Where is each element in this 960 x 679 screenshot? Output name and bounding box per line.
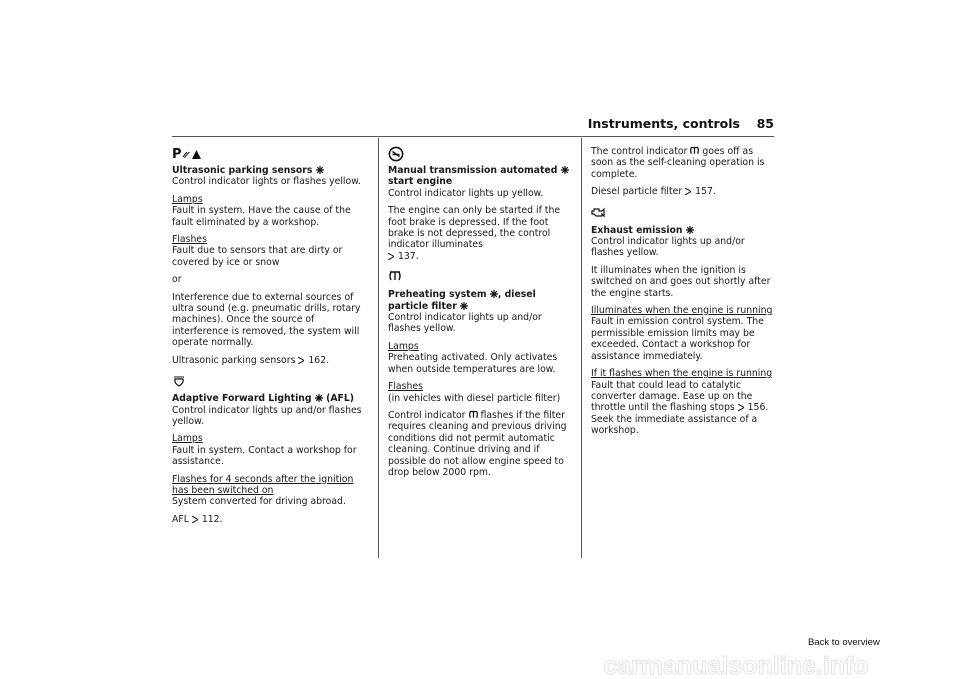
reference-arrow-icon <box>298 357 304 364</box>
column-3 <box>591 146 777 443</box>
subheading: Lamps <box>172 193 203 205</box>
body-text: It illuminates when the ignition is switched on and goes out shortly after the engine starts. <box>591 264 771 299</box>
section-title: Manual transmission automated start engine <box>388 165 574 188</box>
section-title: Ultrasonic parking sensors <box>172 165 370 176</box>
subheading: Lamps <box>172 433 203 445</box>
subheading: Flashes <box>388 381 423 393</box>
glow-plug-icon <box>468 410 479 420</box>
subheading: If it flashes when the engine is running <box>591 368 773 380</box>
body-text: The control indicator goes off as soon as the self-cleaning operation is complete. <box>591 146 765 180</box>
cross-reference[interactable]: 137. <box>397 250 419 262</box>
body-text: System converted for driving abroad. <box>172 496 346 508</box>
svg-text:P: P <box>172 147 182 161</box>
section-title: Adaptive Forward Lighting (AFL) <box>172 393 355 405</box>
subheading: Flashes for 4 seconds after the ignition has been switched on <box>172 473 354 496</box>
glow-plug-icon <box>689 146 700 156</box>
back-to-overview-link[interactable]: Back to overview <box>808 637 880 648</box>
snowflake-marker-icon <box>460 302 468 310</box>
column-divider <box>581 138 582 558</box>
cross-reference[interactable]: Diesel particle filter 157. <box>591 186 716 198</box>
section-description: Control indicator lights or flashes yellow. <box>172 176 361 188</box>
reference-arrow-icon <box>388 253 394 260</box>
cross-reference[interactable]: Ultrasonic parking sensors 162. <box>172 354 330 366</box>
body-text: or <box>172 274 182 286</box>
reference-arrow-icon <box>685 188 691 195</box>
body-text: Fault in system. Have the cause of the fault eliminated by a workshop. <box>172 205 351 228</box>
watermark <box>512 652 960 679</box>
body-text: Control indicator flashes if the filter requires cleaning and previous driving conditions did not permit automatic cleaning. Continue driving and if possible do not allow engine speed to drop below 2000 rpm. <box>388 409 567 478</box>
body-text: Interference due to external sources of ultra sound (e.g. pneumatic drills, rotary machines). Once the source of interference is removed, the system will operate normally. <box>172 291 361 349</box>
body-text: Fault in system. Contact a workshop for assistance. <box>172 444 357 468</box>
cross-reference[interactable]: AFL 112. <box>172 513 223 525</box>
snowflake-marker-icon <box>561 166 569 174</box>
body-text: The engine can only be started if the foot brake is depressed. If the foot brake is not depressed, the control indicator illuminates 137. <box>388 205 561 262</box>
section-description: Control indicator lights up and/or flashes yellow. <box>591 236 745 259</box>
section-description: Control indicator lights up and/or flashes yellow. <box>388 312 542 335</box>
subheading: Illuminates when the engine is running <box>591 305 773 317</box>
headlamp-icon <box>172 374 370 391</box>
snowflake-marker-icon <box>315 394 323 402</box>
body-text: Preheating activated. Only activates when outside temperatures are low. <box>388 352 558 375</box>
glow-plug-icon <box>388 270 574 287</box>
cross-reference[interactable]: 156. <box>747 402 769 414</box>
chapter-title: Instruments, controls <box>587 116 740 131</box>
reference-arrow-icon <box>192 516 198 523</box>
column-divider <box>378 138 379 558</box>
gear-circle-icon <box>388 146 574 163</box>
body-text: Fault in emission control system. The permissible emission limits may be exceeded. Contact a workshop for assistance immediately. <box>591 316 764 362</box>
parking-sensor-icon <box>172 146 370 163</box>
page-number: 85 <box>756 116 774 131</box>
page-header <box>172 114 774 137</box>
svg-text:carmanualsonline.info: carmanualsonline.info <box>603 652 869 679</box>
snowflake-marker-icon <box>316 166 324 174</box>
section-title: Preheating system , diesel particle filter <box>388 289 536 312</box>
body-text: (in vehicles with diesel particle filter) <box>388 392 561 404</box>
subheading: Lamps <box>388 340 419 352</box>
reference-arrow-icon <box>738 404 744 411</box>
column-2 <box>388 146 574 484</box>
body-text: Fault due to sensors that are dirty or covered by ice or snow <box>172 245 343 268</box>
body-text: Fault that could lead to catalytic converter damage. Ease up on the throttle until the flashing stops 156. Seek the immediate assistance of a workshop. <box>591 379 769 437</box>
engine-icon <box>591 206 777 223</box>
snowflake-marker-icon <box>490 290 498 298</box>
section-description: Control indicator lights up and/or flashes yellow. <box>172 404 362 427</box>
snowflake-marker-icon <box>686 226 694 234</box>
column-1 <box>172 146 370 531</box>
section-description: Control indicator lights up yellow. <box>388 187 544 199</box>
section-title: Exhaust emission <box>591 225 777 236</box>
subheading: Flashes <box>172 234 207 246</box>
